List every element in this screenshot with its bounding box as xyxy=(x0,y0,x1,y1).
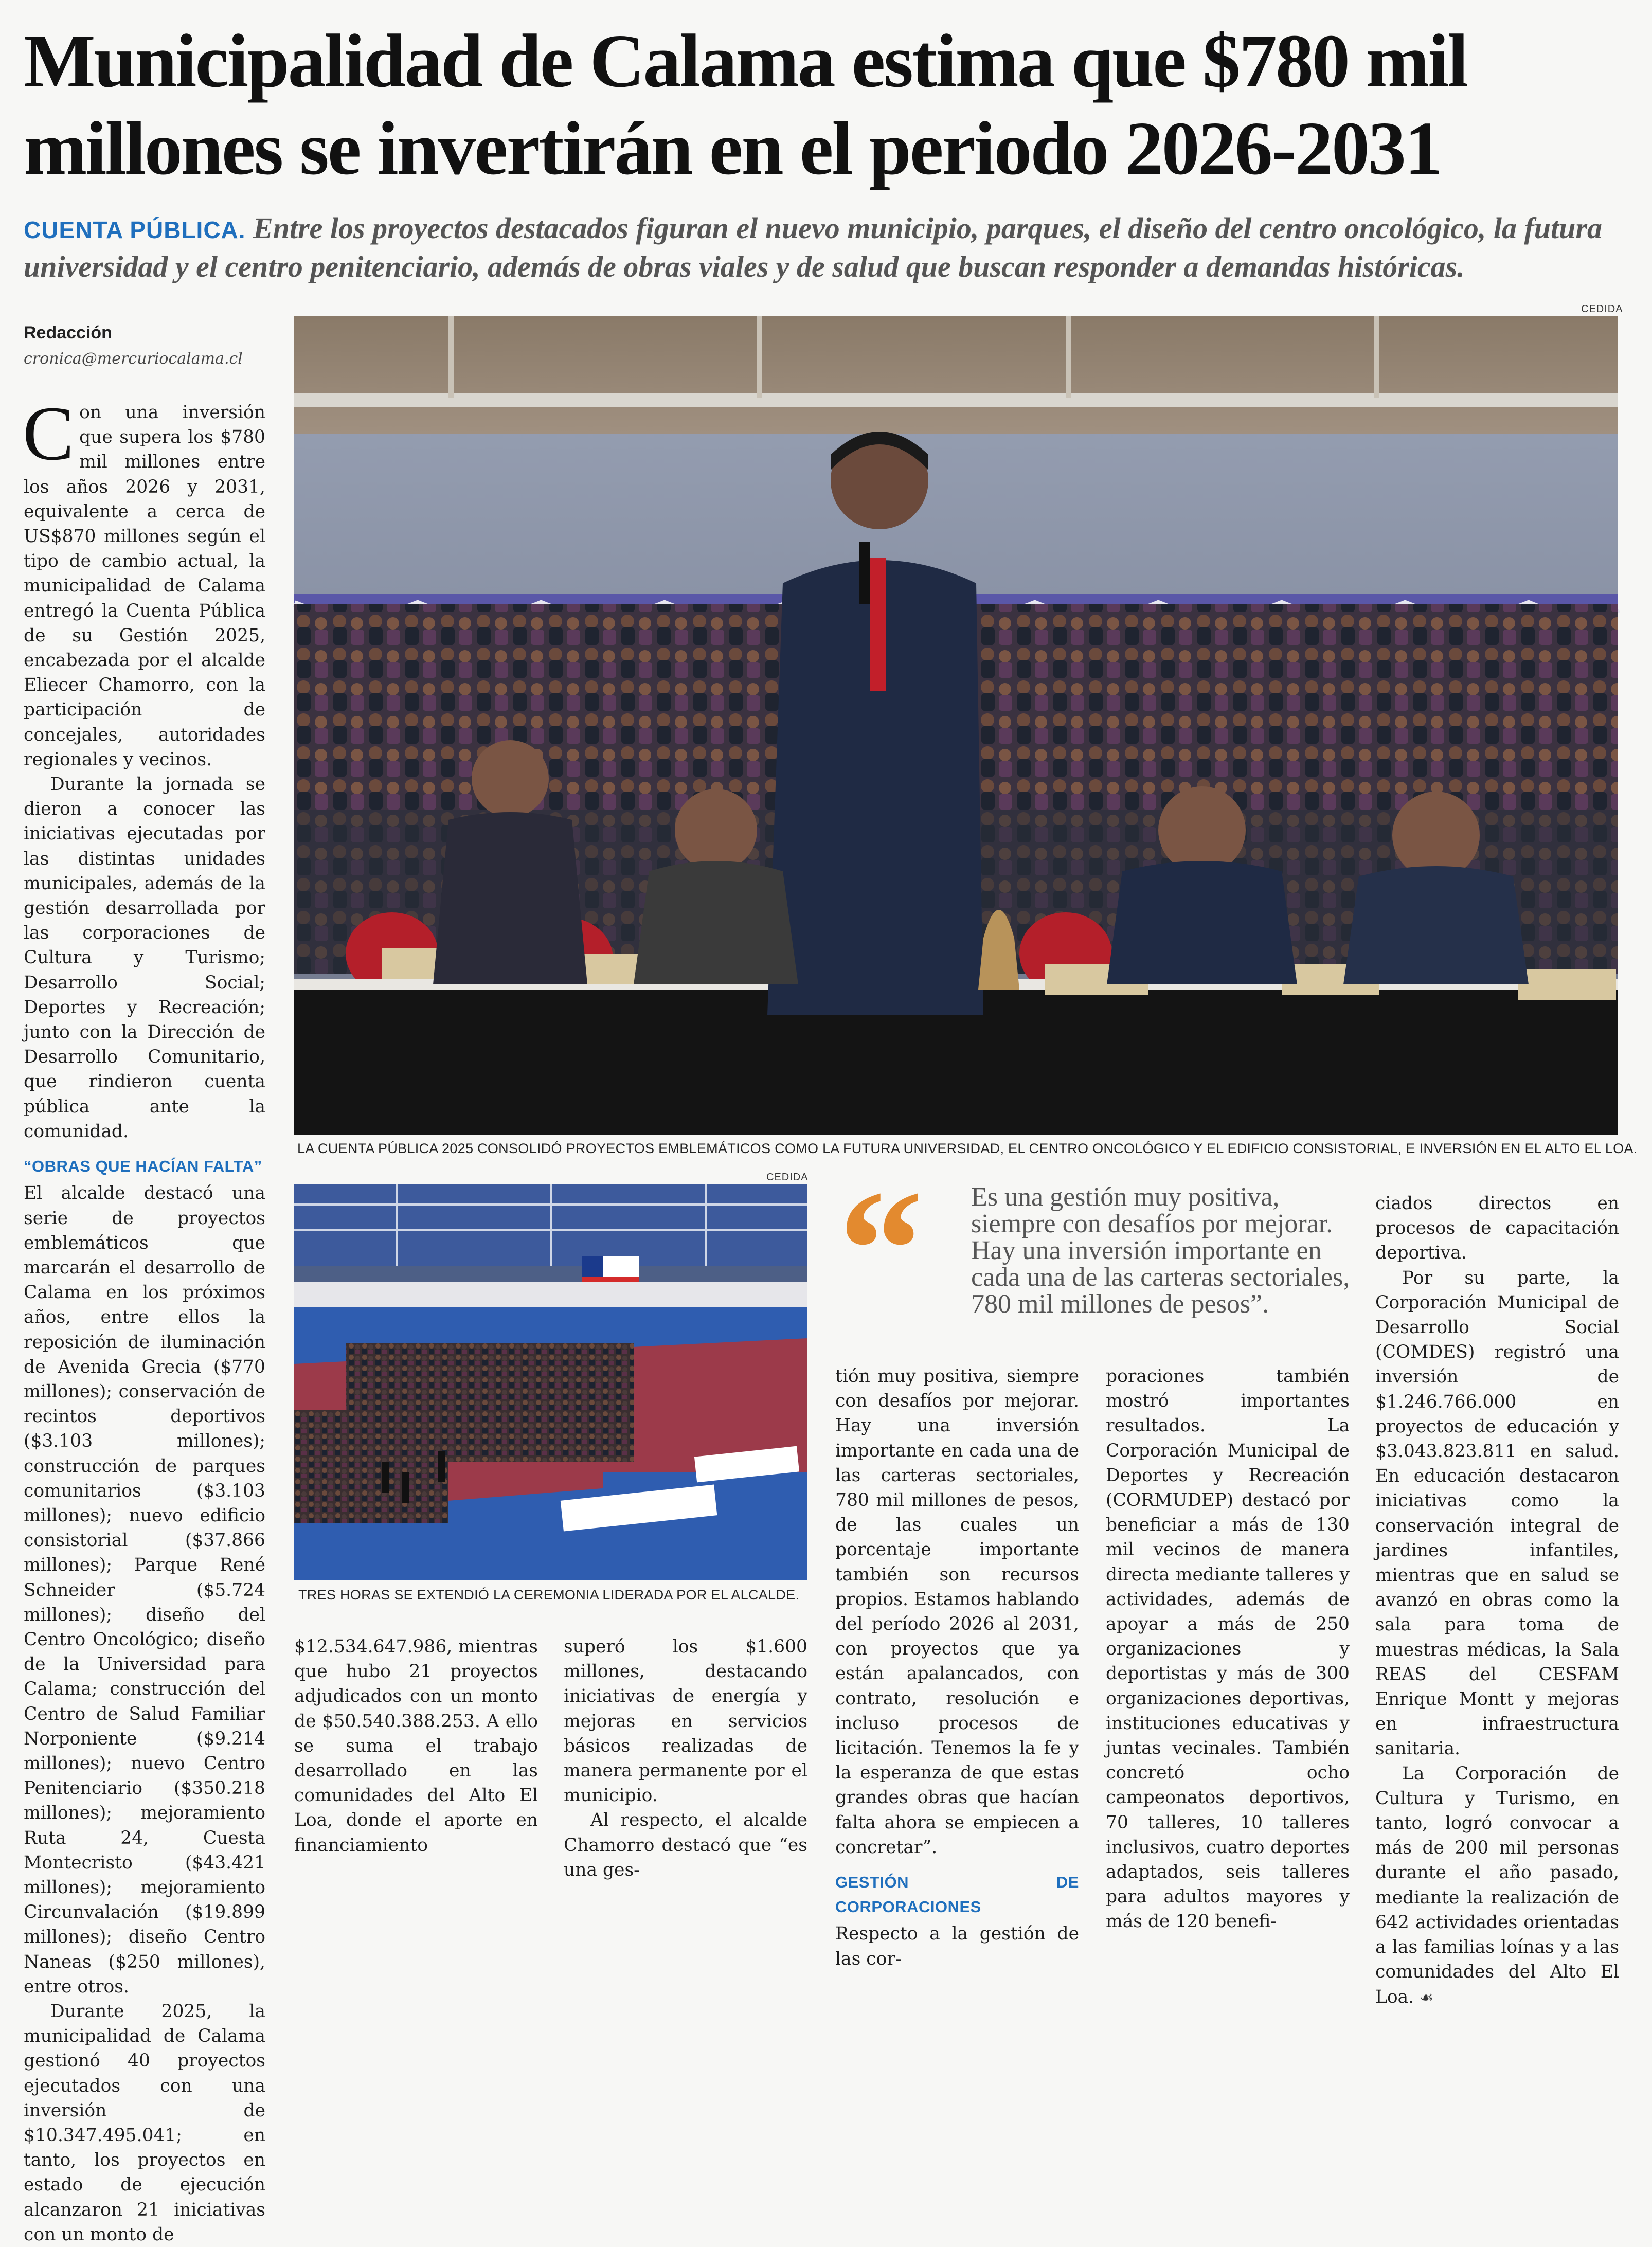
subheading-corporaciones: GESTIÓN DE CORPORACIONES xyxy=(835,1873,1079,1916)
end-mark-icon: ☙ xyxy=(1420,1988,1434,2007)
byline: Redacción xyxy=(24,323,112,343)
quote-mark: “ xyxy=(838,1156,923,1343)
column-1 xyxy=(23,391,265,2245)
paragraph: Respecto a la gestión de las cor- xyxy=(835,1924,1079,1969)
photo-credit: CEDIDA xyxy=(1581,303,1623,315)
paragraph: tión muy positiva, siempre con desafíos por mejorar. Hay una inversión importante en cada una de las carteras sectoriales, 780 mil millones de pesos, de las cuales un porcentaje importante también son recursos propios. Estamos hablando del período 2026 al 2031, con proyectos que ya están apalancados, con contrato, resolución e incluso procesos de licitación. Tenemos la fe y la esperanza de que estas grandes obras que hacían falta ahora se empiecen a concretar”. xyxy=(835,1366,1079,1858)
subheading-obras: “OBRAS QUE HACÍAN FALTA” xyxy=(24,1157,262,1176)
pull-quote: Es una gestión muy positiva, siempre con desafíos por mejorar. Hay una inversión importante en cada una de las carteras sectoriales, 780 mil millones de pesos”. xyxy=(971,1182,1350,1319)
second-photo-image xyxy=(294,1184,807,1580)
author-email[interactable]: cronica@mercuriocalama.cl xyxy=(24,350,243,368)
deck xyxy=(24,210,1633,285)
paragraph: La Corporación de Cultura y Turismo, en tanto, logró convocar a más de 200 mil personas durante el año pasado, mediante la realización de 642 actividades orientadas a las familias loínas y a las comunidades del Alto El Loa. ☙ xyxy=(1375,1763,1619,2007)
paragraph: ciados directos en procesos de capacitación deportiva. xyxy=(1375,1193,1619,1264)
main-photo xyxy=(294,316,1618,1135)
column-4 xyxy=(835,1364,1079,1969)
paragraph: Al respecto, el alcalde Chamorro destacó que “es una ges- xyxy=(564,1810,807,1880)
paragraph: El alcalde destacó una serie de proyectos emblemáticos que marcarán el desarrollo de Calama en los próximos años, entre ellos la reposición de iluminación de Avenida Grecia ($770 millones); conservación de recintos deportivos ($3.103 millones); construcción de parques comunitarios ($3.103 millones); nuevo edificio consistorial ($37.866 millones); Parque René Schneider ($5.724 millones); diseño del Centro Oncológico; diseño de la Universidad para Calama; construcción del Centro de Salud Familiar Norponiente ($9.214 millones); nuevo Centro Penitenciario ($350.218 millones); mejoramiento Ruta 24, Cuesta Montecristo ($43.421 millones); mejoramiento Circunvalación ($19.899 millones); diseño Centro Naneas ($250 millones), entre otros. xyxy=(24,1183,265,1997)
main-photo-caption: LA CUENTA PÚBLICA 2025 CONSOLIDÓ PROYECTOS EMBLEMÁTICOS COMO LA FUTURA UNIVERSIDAD, EL CENTRO ONCOLÓGICO Y EL EDIFICIO CONSISTORIAL, E INVERSIÓN EN EL ALTO EL LOA. xyxy=(297,1141,1638,1156)
paragraph: Durante la jornada se dieron a conocer las iniciativas ejecutadas por las distintas unidades municipales, además de la gestión desarrollada por las corporaciones de Cultura y Turismo; Desarrollo Social; Deportes y Recreación; junto con la Dirección de Desarrollo Comunitario, que rindieron cuenta pública ante la comunidad. xyxy=(24,774,265,1142)
paragraph-intro: Con una inversión que supera los $780 mil millones entre los años 2026 y 2031, equivalente a cerca de US$870 millones según el tipo de cambio actual, la municipalidad de Calama entregó la Cuenta Pública de su Gestión 2025, encabezada por el alcalde Eliecer Chamorro, con la participación de concejales, autoridades regionales y vecinos. xyxy=(23,391,265,770)
column-6 xyxy=(1375,1191,1619,2007)
second-photo xyxy=(294,1184,807,1580)
photo-credit: CEDIDA xyxy=(766,1172,809,1183)
paragraph: Por su parte, la Corporación Municipal de Desarrollo Social (COMDES) registró una inversión de $1.246.766.000 en proyectos de educación y $3.043.823.811 en salud. En educación destacaron iniciativas como la conservación integral de jardines infantiles, mientras que en salud se avanzó en obras como la sala para toma de muestras médicas, la Sala REAS del CESFAM Enrique Montt y mejoras en infraestructura sanitaria. xyxy=(1375,1267,1619,1759)
column-5: poraciones también mostró importantes resultados. La Corporación Municipal de Deportes y Recreación (CORMUDEP) destacó por beneficiar a más de 130 mil vecinos de manera directa mediante talleres y actividades, además de apoyar a más de 250 organizaciones y deportistas y más de 300 organizaciones deportivas, instituciones educativas y juntas vecinales. También concretó ocho campeonatos deportivos, 70 talleres, 10 talleres inclusivos, cuatro deportes adaptados, seis talleres para adultos mayores y más de 120 benefi- xyxy=(1106,1366,1350,1932)
headline: Municipalidad de Calama estima que $780 mil millones se invertirán en el periodo 2026-2031 xyxy=(24,19,1467,191)
paragraph: Durante 2025, la municipalidad de Calama gestionó 40 proyectos ejecutados con una inversión de $10.347.495.041; en tanto, los proyectos en estado de ejecución alcanzaron 21 iniciativas con un monto de xyxy=(24,2001,265,2245)
main-photo-image xyxy=(294,316,1618,1135)
column-3 xyxy=(564,1634,807,1880)
second-photo-caption: TRES HORAS SE EXTENDIÓ LA CEREMONIA LIDERADA POR EL ALCALDE. xyxy=(298,1587,800,1603)
column-2: $12.534.647.986, mientras que hubo 21 proyectos adjudicados con un monto de $50.540.388.253. A ello se suma el trabajo desarrollado en las comunidades del Alto El Loa, donde el aporte en financiamiento xyxy=(294,1637,538,1856)
drop-cap: C xyxy=(23,391,75,476)
kicker: CUENTA PÚBLICA. xyxy=(24,217,246,243)
deck-text: Entre los proyectos destacados figuran el nuevo municipio, parques, el diseño del centro oncológico, la futura universidad y el centro penitenciario, además de obras viales y de salud que buscan responder a demandas históricas. xyxy=(24,211,1602,283)
paragraph: superó los $1.600 millones, destacando iniciativas de energía y mejoras en servicios básicos realizadas de manera permanente por el municipio. xyxy=(564,1637,807,1806)
